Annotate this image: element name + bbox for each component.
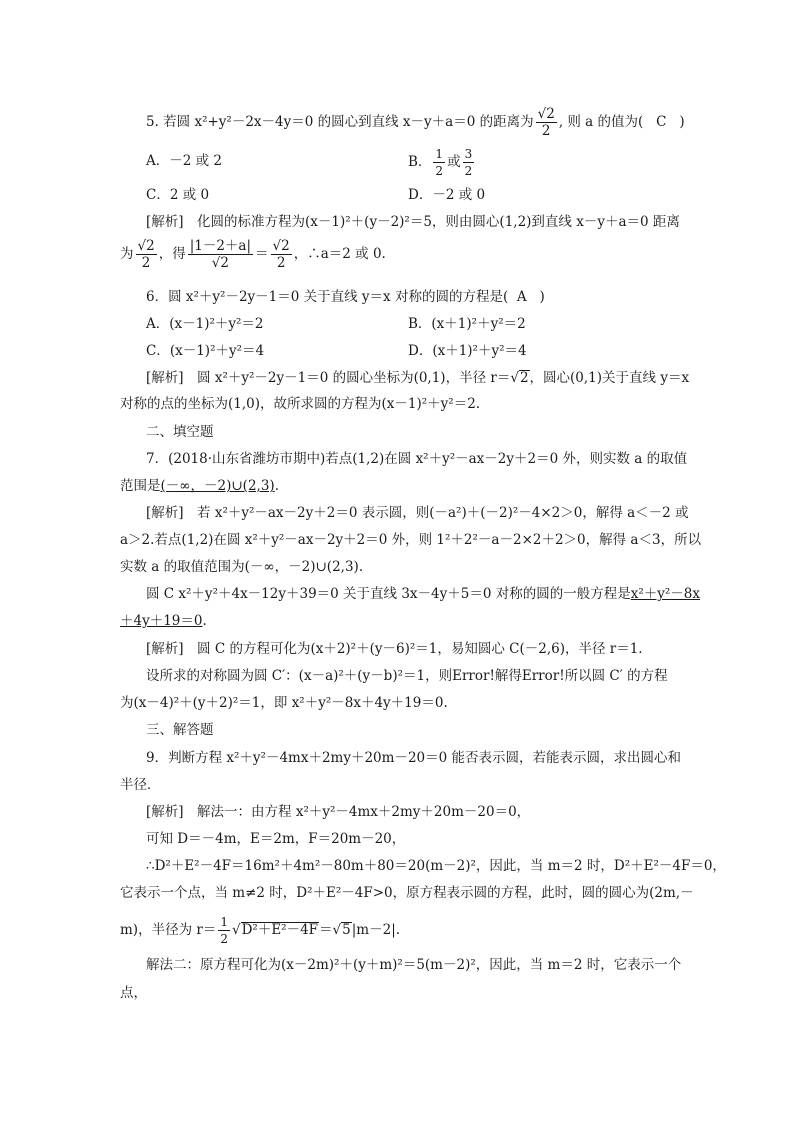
q5-option-b: B． $\frac{1}{2}$ 或 $\frac{3}{2}$	[408, 147, 473, 178]
q6-analysis-line-2: 对称的点的坐标为(1,0)，故所求圆的方程为(x－1)²＋y²＝2.	[120, 396, 481, 412]
q5-distance-fraction: $\frac{√2}{2}$	[537, 106, 555, 139]
q8-analysis-line-1: [解析] 圆 C 的方程可化为(x＋2)²＋(y－6)²＝1，易知圆心 C(－2,6)，半径 r＝1.	[146, 641, 643, 657]
q6-option-c: C．(x－1)²＋y²＝4	[146, 343, 265, 359]
q9-solution1-line-5: m)，半径为 r＝ $\frac{1}{2}$ √D²＋E²－4F＝√5|m－2|.	[120, 915, 401, 946]
q9-solution2-line-1: 解法二：原方程可化为(x－2m)²＋(y＋m)²＝5(m－2)²，因此，当 m＝2 时，它表示一个	[146, 957, 682, 973]
q9-solution1-line-4: 它表示一个点，当 m≠2 时，D²＋E²－4F>0，原方程表示圆的方程，此时，圆的圆心为(2m,－	[120, 885, 694, 901]
q8-stem-line-1: 圆 C x²＋y²＋4x－12y＋39＝0 关于直线 3x－4y＋5＝0 对称的圆的一般方程是x²＋y²－8x	[146, 586, 701, 602]
q8-stem-line-2: ＋4y＋19＝0.	[120, 613, 207, 629]
q5-stem-end: , 则 a 的值为(	[558, 114, 644, 130]
q9-solution1-line-3: ∴D²＋E²－4F＝16m²＋4m²－80m＋80＝20(m－2)²，因此，当 m＝2 时，D²＋E²－4F＝0，	[146, 858, 726, 874]
q5-option-d: D．－2 或 0	[408, 187, 486, 203]
q7-stem-line-1: 7．(2018·山东省潍坊市期中)若点(1,2)在圆 x²＋y²－ax－2y＋2＝0 外，则实数 a 的取值	[146, 451, 688, 467]
q8-answer-part-2: ＋4y＋19＝0	[120, 613, 203, 629]
q9-solution1-line-2: 可知 D＝－4m，E＝2m，F＝20m－20，	[146, 831, 406, 847]
q9-stem-line-2: 半径．	[120, 777, 161, 793]
q6-analysis-line-1: [解析] 圆 x²＋y²－2y－1＝0 的圆心坐标为(0,1)，半径 r＝√2，圆心(0,1)关于直线 y＝x	[146, 370, 690, 386]
q6-option-b: B．(x＋1)²＋y²＝2	[408, 316, 526, 332]
q5-answer: C	[656, 114, 667, 130]
q9-solution2-line-2: 点，	[120, 985, 147, 1001]
q7-analysis-line-1: [解析] 若 x²＋y²－ax－2y＋2＝0 表示圆，则(－a²)＋(－2)²－4×2＞0，解得 a＜－2 或	[146, 505, 689, 521]
q6-option-d: D．(x＋1)²＋y²＝4	[408, 343, 527, 359]
q6-answer: A	[516, 289, 527, 305]
q5-option-a: A．－2 或 2	[146, 153, 223, 169]
q5-option-c: C．2 或 0	[146, 187, 210, 203]
q9-solution1-line-1: [解析] 解法一：由方程 x²＋y²－4mx＋2my＋20m－20＝0，	[146, 804, 531, 820]
q6-stem: 6．圆 x²＋y²－2y－1＝0 关于直线 y＝x 对称的圆的方程是( A )	[146, 289, 545, 305]
section-heading-solution: 三、解答题	[146, 722, 214, 738]
q7-analysis-line-2: a＞2.若点(1,2)在圆 x²＋y²－ax－2y＋2＝0 外，则 1²＋2²－a－2×2＋2＞0，解得 a＜3，所以	[120, 532, 702, 548]
q7-stem-line-2: 范围是(－∞，－2)∪(2,3).	[120, 478, 279, 494]
q7-analysis-line-3: 实数 a 的取值范围为(－∞，－2)∪(2,3).	[120, 559, 364, 575]
q5-analysis-line-1: [解析] 化圆的标准方程为(x－1)²＋(y－2)²＝5，则由圆心(1,2)到直线 x－y＋a＝0 距离	[146, 214, 680, 230]
q6-option-a: A．(x－1)²＋y²＝2	[146, 316, 264, 332]
q8-analysis-line-3: 为(x－4)²＋(y＋2)²＝1，即 x²＋y²－8x＋4y＋19＝0.	[120, 695, 448, 711]
q5-stem-line: 5. 若圆 x²+y²－2x－4y＝0 的圆心到直线 x－y＋a＝0 的距离为 $\frac{√2}{2}$ , 则 a 的值为( C )	[146, 106, 685, 139]
q7-answer: (－∞，－2)∪(2,3)	[160, 478, 275, 494]
q5-analysis-line-2: 为 $\frac{√2}{2}$ ，得 $\frac{|1-2+a|}{√2}$ ＝ $\frac{√2}{2}$ ，∴a＝2 或 0.	[120, 238, 386, 271]
q8-answer-part-1: x²＋y²－8x	[630, 586, 701, 602]
section-heading-fill-blank: 二、填空题	[146, 424, 214, 440]
q5-stem: 5. 若圆 x²+y²－2x－4y＝0 的圆心到直线 x－y＋a＝0 的距离为	[146, 114, 534, 130]
q9-stem-line-1: 9．判断方程 x²＋y²－4mx＋2my＋20m－20＝0 能否表示圆，若能表示圆，求出圆心和	[146, 750, 682, 766]
q8-analysis-line-2: 设所求的对称圆为圆 C′：(x－a)²＋(y－b)²＝1，则Error!解得Error!所以圆 C′ 的方程	[146, 668, 668, 684]
